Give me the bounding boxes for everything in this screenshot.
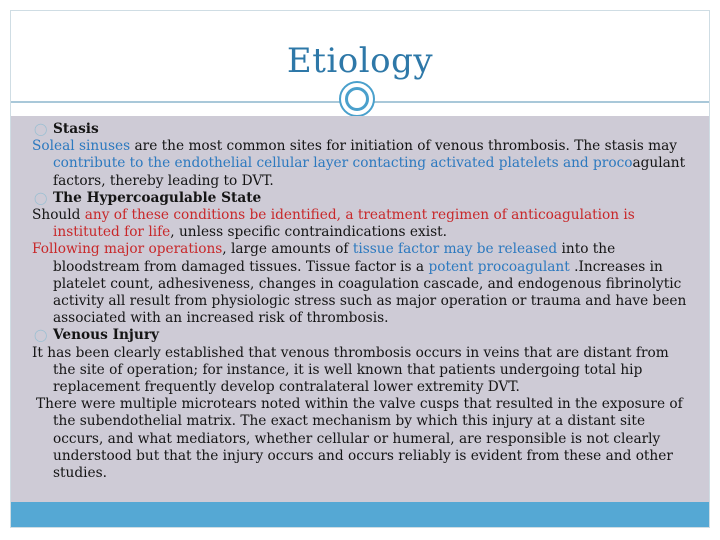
circle-ornament-icon bbox=[339, 81, 375, 117]
bullet-hypercoagulable bbox=[32, 190, 692, 207]
highlight-major-operations: Following major operations bbox=[32, 241, 223, 258]
paragraph-hypercoagulable-1 bbox=[32, 207, 692, 241]
circle-ornament-inner bbox=[345, 87, 369, 111]
highlight-anticoagulation: any of these conditions be identified, a treatment regimen of anticoagulation is instituted for life bbox=[53, 207, 635, 241]
bullet-icon: ◯ bbox=[34, 122, 48, 136]
text-run: Should bbox=[32, 207, 85, 224]
text-run: into the bloodstream from damaged tissues. Tissue factor is a bbox=[53, 241, 616, 275]
text-run: .Increases in platelet count, adhesiveness, changes in coagulation cascade, and endogenous fibrinolytic activity all result from physiologic stress such as major operation or trauma and have been associated with an increased risk of thrombosis. bbox=[53, 258, 687, 327]
slide-title: Etiology bbox=[286, 41, 434, 81]
text-run: agulant factors, thereby leading to DVT. bbox=[53, 155, 686, 189]
bullet-icon: ◯ bbox=[34, 190, 48, 205]
highlight-soleal-sinuses: Soleal sinuses bbox=[32, 138, 131, 155]
heading-stasis: Stasis bbox=[53, 121, 99, 137]
bullet-venous-injury bbox=[32, 327, 692, 344]
highlight-procoagulant: potent procoagulant bbox=[428, 258, 570, 275]
heading-hypercoagulable: The Hypercoagulable State bbox=[53, 189, 262, 206]
bottom-accent-bar bbox=[11, 502, 709, 527]
heading-venous-injury: Venous Injury bbox=[53, 327, 159, 344]
bullet-icon: ◯ bbox=[34, 328, 48, 343]
paragraph-hypercoagulable-2 bbox=[32, 241, 692, 327]
paragraph-venous-injury-2 bbox=[32, 396, 692, 482]
bullet-stasis bbox=[32, 121, 692, 138]
highlight-tissue-factor: tissue factor may be released bbox=[352, 241, 558, 258]
highlight-endothelial: contribute to the endothelial cellular layer contacting activated platelets and proco bbox=[53, 155, 633, 172]
text-run: , large amounts of bbox=[222, 241, 353, 258]
text-run: There were multiple microtears noted within the valve cusps that resulted in the exposure of the subendothelial matrix. The exact mechanism by which this injury at a distant site occurs, and what mediators, whether cellular or humeral, are responsible is not clearly understood but that the injury occurs and occurs reliably is evident from these and other studies. bbox=[36, 396, 683, 482]
paragraph-venous-injury-1: It has been clearly established that venous thrombosis occurs in veins that are distant from the site of operation; for instance, it is well known that patients undergoing total hip replacement frequently develop contralateral lower extremity DVT. bbox=[32, 344, 669, 396]
text-run: are the most common sites for initiation of venous thrombosis. The stasis may bbox=[130, 138, 677, 155]
text-run: , unless specific contraindications exist. bbox=[170, 224, 448, 241]
slide-body bbox=[32, 121, 692, 482]
paragraph-stasis bbox=[32, 138, 692, 190]
